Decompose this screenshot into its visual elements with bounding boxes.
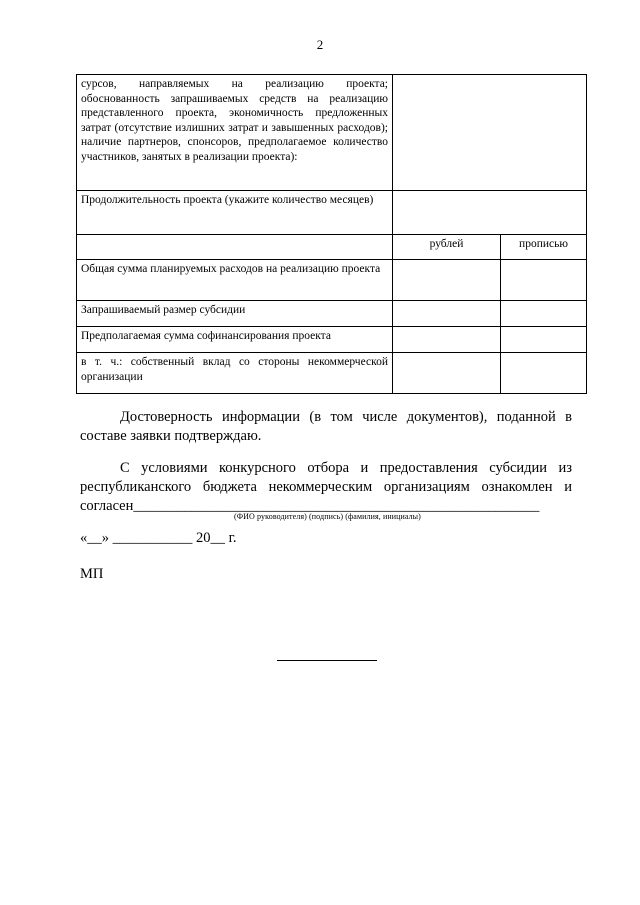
table-row [77,327,587,353]
table-row [77,191,587,235]
table-cell-words[interactable] [501,353,587,394]
table-cell-label: сурсов, направляемых на реализацию проекта; обоснованность запрашиваемых средств на реализацию представленного проекта, экономичность предложенных затрат (отсутствие излишних затрат и завышенных расходов); наличие партнеров, спонсоров, предполагаемое количество участников, занятых в реализации проекта): [77,75,393,191]
table-cell-value[interactable] [393,75,587,191]
table-header-row [77,235,587,260]
page-number: 2 [316,37,324,52]
table-cell-label: Предполагаемая сумма софинансирования проекта [77,327,393,353]
table-row [77,301,587,327]
table-row [77,260,587,301]
signature-caption: (ФИО руководителя) (подпись) (фамилия, инициалы) [234,512,421,521]
table-cell-rubles[interactable] [393,353,501,394]
table-cell-words[interactable] [501,260,587,301]
table-cell-rubles[interactable] [393,260,501,301]
stamp-place-label: МП [80,566,104,582]
column-header-rubles: рублей [393,235,501,260]
table-cell-rubles[interactable] [393,301,501,327]
table-cell-words[interactable] [501,327,587,353]
confirmation-paragraph: Достоверность информации (в том числе документов), поданной в составе заявки подтверждаю. [80,409,572,444]
table-cell-words[interactable] [501,301,587,327]
date-line[interactable]: «__» ___________ 20__ г. [80,530,237,546]
table-cell-label: в т. ч.: собственный вклад со стороны некоммерческой организации [77,353,393,394]
table-row [77,353,587,394]
table-cell-empty [77,235,393,260]
conditions-paragraph [80,459,572,516]
end-divider [277,660,377,661]
column-header-words: прописью [501,235,587,260]
application-table [76,74,587,394]
table-cell-label: Запрашиваемый размер субсидии [77,301,393,327]
table-cell-label: Общая сумма планируемых расходов на реализацию проекта [77,260,393,301]
table-cell-label: Продолжительность проекта (укажите количество месяцев) [77,191,393,235]
conditions-text: С условиями конкурсного отбора и предоставления субсидии из республиканского бюджета некоммерческим организациям ознакомлен и согласен [80,460,572,514]
table-cell-rubles[interactable] [393,327,501,353]
table-cell-value[interactable] [393,191,587,235]
signature-line[interactable]: ________________________________________________________ [133,498,540,514]
table-row [77,75,587,191]
